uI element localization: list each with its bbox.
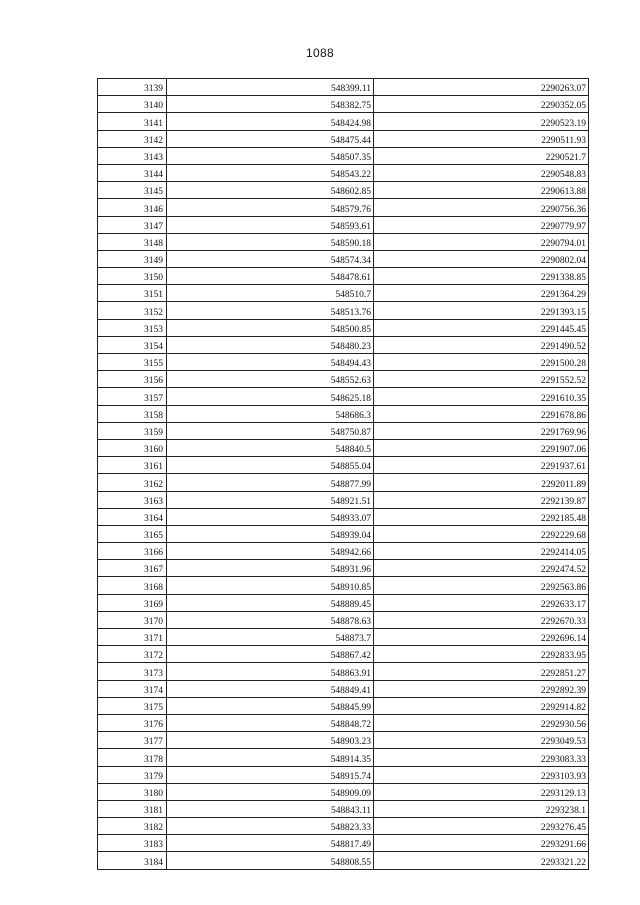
point-id-cell: 3144 xyxy=(98,164,167,181)
y-coordinate-cell: 2292914.82 xyxy=(374,697,589,714)
table-row xyxy=(98,663,589,680)
point-id-cell: 3152 xyxy=(98,302,167,319)
table-row xyxy=(98,594,589,611)
y-coordinate-cell: 2293049.53 xyxy=(374,732,589,749)
point-id-cell: 3151 xyxy=(98,285,167,302)
point-id-cell: 3154 xyxy=(98,336,167,353)
x-coordinate-cell: 548910.85 xyxy=(167,577,374,594)
table-row xyxy=(98,560,589,577)
y-coordinate-cell: 2291490.52 xyxy=(374,336,589,353)
table-row xyxy=(98,611,589,628)
y-coordinate-cell: 2290756.36 xyxy=(374,199,589,216)
point-id-cell: 3173 xyxy=(98,663,167,680)
x-coordinate-cell: 548939.04 xyxy=(167,525,374,542)
point-id-cell: 3171 xyxy=(98,629,167,646)
y-coordinate-cell: 2293129.13 xyxy=(374,783,589,800)
point-id-cell: 3179 xyxy=(98,766,167,783)
table-row xyxy=(98,508,589,525)
point-id-cell: 3142 xyxy=(98,130,167,147)
point-id-cell: 3160 xyxy=(98,439,167,456)
point-id-cell: 3143 xyxy=(98,147,167,164)
table-row xyxy=(98,336,589,353)
x-coordinate-cell: 548510.7 xyxy=(167,285,374,302)
x-coordinate-cell: 548424.98 xyxy=(167,113,374,130)
table-row xyxy=(98,543,589,560)
x-coordinate-cell: 548808.55 xyxy=(167,852,374,869)
point-id-cell: 3157 xyxy=(98,388,167,405)
x-coordinate-cell: 548750.87 xyxy=(167,422,374,439)
x-coordinate-cell: 548909.09 xyxy=(167,783,374,800)
x-coordinate-cell: 548843.11 xyxy=(167,800,374,817)
table-row xyxy=(98,96,589,113)
y-coordinate-cell: 2293321.22 xyxy=(374,852,589,869)
table-row xyxy=(98,749,589,766)
x-coordinate-cell: 548494.43 xyxy=(167,354,374,371)
y-coordinate-cell: 2291907.06 xyxy=(374,439,589,456)
x-coordinate-cell: 548475.44 xyxy=(167,130,374,147)
x-coordinate-cell: 548602.85 xyxy=(167,182,374,199)
point-id-cell: 3172 xyxy=(98,646,167,663)
y-coordinate-cell: 2290613.88 xyxy=(374,182,589,199)
y-coordinate-cell: 2291610.35 xyxy=(374,388,589,405)
x-coordinate-cell: 548500.85 xyxy=(167,319,374,336)
table-row xyxy=(98,388,589,405)
x-coordinate-cell: 548863.91 xyxy=(167,663,374,680)
x-coordinate-cell: 548817.49 xyxy=(167,835,374,852)
x-coordinate-cell: 548840.5 xyxy=(167,439,374,456)
table-row xyxy=(98,646,589,663)
x-coordinate-cell: 548823.33 xyxy=(167,818,374,835)
x-coordinate-cell: 548507.35 xyxy=(167,147,374,164)
point-id-cell: 3153 xyxy=(98,319,167,336)
point-id-cell: 3182 xyxy=(98,818,167,835)
x-coordinate-cell: 548478.61 xyxy=(167,268,374,285)
table-row xyxy=(98,474,589,491)
y-coordinate-cell: 2292185.48 xyxy=(374,508,589,525)
point-id-cell: 3177 xyxy=(98,732,167,749)
x-coordinate-cell: 548382.75 xyxy=(167,96,374,113)
y-coordinate-cell: 2292670.33 xyxy=(374,611,589,628)
point-id-cell: 3183 xyxy=(98,835,167,852)
point-id-cell: 3158 xyxy=(98,405,167,422)
x-coordinate-cell: 548873.7 xyxy=(167,629,374,646)
x-coordinate-cell: 548921.51 xyxy=(167,491,374,508)
table-row xyxy=(98,714,589,731)
y-coordinate-cell: 2293103.93 xyxy=(374,766,589,783)
table-row xyxy=(98,766,589,783)
point-id-cell: 3175 xyxy=(98,697,167,714)
point-id-cell: 3155 xyxy=(98,354,167,371)
table-row xyxy=(98,405,589,422)
x-coordinate-cell: 548855.04 xyxy=(167,457,374,474)
table-row xyxy=(98,285,589,302)
y-coordinate-cell: 2290779.97 xyxy=(374,216,589,233)
table-row xyxy=(98,835,589,852)
x-coordinate-cell: 548878.63 xyxy=(167,611,374,628)
x-coordinate-cell: 548513.76 xyxy=(167,302,374,319)
point-id-cell: 3167 xyxy=(98,560,167,577)
y-coordinate-cell: 2292563.86 xyxy=(374,577,589,594)
table-row xyxy=(98,852,589,869)
x-coordinate-cell: 548686.3 xyxy=(167,405,374,422)
y-coordinate-cell: 2293083.33 xyxy=(374,749,589,766)
table-row xyxy=(98,680,589,697)
table-row xyxy=(98,525,589,542)
table-row xyxy=(98,354,589,371)
y-coordinate-cell: 2292892.39 xyxy=(374,680,589,697)
point-id-cell: 3165 xyxy=(98,525,167,542)
y-coordinate-cell: 2293291.66 xyxy=(374,835,589,852)
table-row xyxy=(98,818,589,835)
table-row xyxy=(98,457,589,474)
point-id-cell: 3164 xyxy=(98,508,167,525)
point-id-cell: 3163 xyxy=(98,491,167,508)
x-coordinate-cell: 548942.66 xyxy=(167,543,374,560)
y-coordinate-cell: 2292139.87 xyxy=(374,491,589,508)
x-coordinate-cell: 548877.99 xyxy=(167,474,374,491)
x-coordinate-cell: 548914.35 xyxy=(167,749,374,766)
y-coordinate-cell: 2292696.14 xyxy=(374,629,589,646)
x-coordinate-cell: 548933.07 xyxy=(167,508,374,525)
y-coordinate-cell: 2290521.7 xyxy=(374,147,589,164)
point-id-cell: 3176 xyxy=(98,714,167,731)
table-row xyxy=(98,79,589,96)
table-row xyxy=(98,577,589,594)
point-id-cell: 3170 xyxy=(98,611,167,628)
point-id-cell: 3145 xyxy=(98,182,167,199)
x-coordinate-cell: 548399.11 xyxy=(167,79,374,96)
x-coordinate-cell: 548845.99 xyxy=(167,697,374,714)
point-id-cell: 3166 xyxy=(98,543,167,560)
y-coordinate-cell: 2291393.15 xyxy=(374,302,589,319)
y-coordinate-cell: 2292851.27 xyxy=(374,663,589,680)
point-id-cell: 3174 xyxy=(98,680,167,697)
point-id-cell: 3159 xyxy=(98,422,167,439)
table-row xyxy=(98,164,589,181)
y-coordinate-cell: 2291552.52 xyxy=(374,371,589,388)
point-id-cell: 3139 xyxy=(98,79,167,96)
table-row xyxy=(98,319,589,336)
coordinates-table xyxy=(97,78,589,870)
x-coordinate-cell: 548848.72 xyxy=(167,714,374,731)
y-coordinate-cell: 2290548.83 xyxy=(374,164,589,181)
point-id-cell: 3156 xyxy=(98,371,167,388)
y-coordinate-cell: 2293238.1 xyxy=(374,800,589,817)
x-coordinate-cell: 548593.61 xyxy=(167,216,374,233)
x-coordinate-cell: 548480.23 xyxy=(167,336,374,353)
y-coordinate-cell: 2290802.04 xyxy=(374,250,589,267)
table-row xyxy=(98,199,589,216)
y-coordinate-cell: 2292930.56 xyxy=(374,714,589,731)
point-id-cell: 3180 xyxy=(98,783,167,800)
point-id-cell: 3184 xyxy=(98,852,167,869)
point-id-cell: 3150 xyxy=(98,268,167,285)
x-coordinate-cell: 548574.34 xyxy=(167,250,374,267)
point-id-cell: 3161 xyxy=(98,457,167,474)
y-coordinate-cell: 2291338.85 xyxy=(374,268,589,285)
point-id-cell: 3178 xyxy=(98,749,167,766)
point-id-cell: 3169 xyxy=(98,594,167,611)
y-coordinate-cell: 2291937.61 xyxy=(374,457,589,474)
x-coordinate-cell: 548915.74 xyxy=(167,766,374,783)
y-coordinate-cell: 2292414.05 xyxy=(374,543,589,560)
y-coordinate-cell: 2291364.29 xyxy=(374,285,589,302)
y-coordinate-cell: 2291678.86 xyxy=(374,405,589,422)
x-coordinate-cell: 548552.63 xyxy=(167,371,374,388)
page-number: 1088 xyxy=(306,46,334,60)
table-row xyxy=(98,439,589,456)
table-row xyxy=(98,491,589,508)
x-coordinate-cell: 548903.23 xyxy=(167,732,374,749)
table-row xyxy=(98,182,589,199)
y-coordinate-cell: 2292833.95 xyxy=(374,646,589,663)
point-id-cell: 3181 xyxy=(98,800,167,817)
table-row xyxy=(98,302,589,319)
table-row xyxy=(98,113,589,130)
point-id-cell: 3148 xyxy=(98,233,167,250)
x-coordinate-cell: 548579.76 xyxy=(167,199,374,216)
table-row xyxy=(98,233,589,250)
table-row xyxy=(98,371,589,388)
point-id-cell: 3141 xyxy=(98,113,167,130)
y-coordinate-cell: 2293276.45 xyxy=(374,818,589,835)
y-coordinate-cell: 2291500.28 xyxy=(374,354,589,371)
x-coordinate-cell: 548590.18 xyxy=(167,233,374,250)
point-id-cell: 3146 xyxy=(98,199,167,216)
table-row xyxy=(98,147,589,164)
y-coordinate-cell: 2290511.93 xyxy=(374,130,589,147)
point-id-cell: 3168 xyxy=(98,577,167,594)
point-id-cell: 3162 xyxy=(98,474,167,491)
table-row xyxy=(98,250,589,267)
y-coordinate-cell: 2292633.17 xyxy=(374,594,589,611)
point-id-cell: 3147 xyxy=(98,216,167,233)
y-coordinate-cell: 2290794.01 xyxy=(374,233,589,250)
x-coordinate-cell: 548867.42 xyxy=(167,646,374,663)
table-row xyxy=(98,130,589,147)
coordinates-table-body xyxy=(98,79,589,870)
point-id-cell: 3140 xyxy=(98,96,167,113)
table-row xyxy=(98,629,589,646)
table-row xyxy=(98,422,589,439)
table-row xyxy=(98,216,589,233)
y-coordinate-cell: 2292474.52 xyxy=(374,560,589,577)
x-coordinate-cell: 548849.41 xyxy=(167,680,374,697)
y-coordinate-cell: 2292011.89 xyxy=(374,474,589,491)
table-row xyxy=(98,732,589,749)
y-coordinate-cell: 2290263.07 xyxy=(374,79,589,96)
table-row xyxy=(98,800,589,817)
y-coordinate-cell: 2290523.19 xyxy=(374,113,589,130)
y-coordinate-cell: 2291769.96 xyxy=(374,422,589,439)
x-coordinate-cell: 548543.22 xyxy=(167,164,374,181)
x-coordinate-cell: 548931.96 xyxy=(167,560,374,577)
y-coordinate-cell: 2290352.05 xyxy=(374,96,589,113)
y-coordinate-cell: 2292229.68 xyxy=(374,525,589,542)
x-coordinate-cell: 548889.45 xyxy=(167,594,374,611)
table-row xyxy=(98,783,589,800)
y-coordinate-cell: 2291445.45 xyxy=(374,319,589,336)
table-row xyxy=(98,697,589,714)
table-row xyxy=(98,268,589,285)
x-coordinate-cell: 548625.18 xyxy=(167,388,374,405)
point-id-cell: 3149 xyxy=(98,250,167,267)
